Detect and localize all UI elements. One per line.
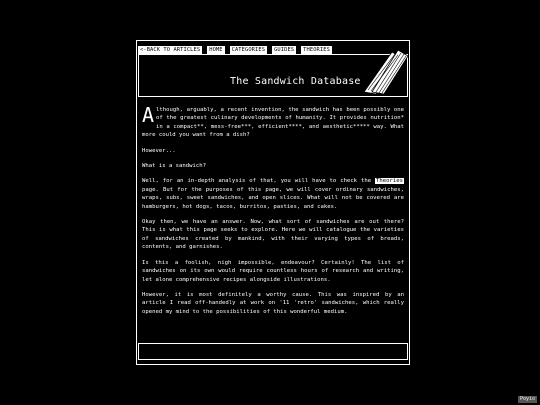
- site-title: The Sandwich Database: [230, 76, 361, 87]
- paragraph-definition: Well, for an in-depth analysis of that, you will have to check the Theories page. But for the purposes of this page, we will cover ordinary sandwiches, wraps, subs, sweet sandwiches, and open slices. What will not be covered are hamburgers, hot dogs, tacos, burritos, pasties, and cakes.: [142, 178, 404, 210]
- back-to-articles-link[interactable]: <-BACK TO ARTICLES: [140, 46, 201, 53]
- paragraph-however: However...: [142, 147, 176, 154]
- paragraph-question: What is a sandwich?: [142, 163, 206, 170]
- corner-badge: Poyio: [519, 396, 535, 402]
- nav-guides-link[interactable]: GUIDES: [274, 46, 295, 53]
- footer-box: [138, 343, 408, 360]
- nav-categories-link[interactable]: CATEGORIES: [231, 46, 266, 53]
- paragraph-purpose: Okay then, we have an answer. Now, what sort of sandwiches are out there? This is what this page seeks to explore. Here we will catalogue the varieties of sandwiches created by mankind, with their varying types of breads, contents, and garnishes.: [142, 219, 404, 251]
- theories-inline-link[interactable]: Theories: [376, 178, 403, 185]
- drop-cap: A: [142, 103, 155, 127]
- top-nav: [138, 45, 332, 54]
- nav-theories-link[interactable]: THEORIES: [303, 46, 330, 53]
- paragraph-endeavour: Is this a foolish, nigh impossible, endeavour? Certainly! The list of sandwiches on its own would require countless hours of research and writing, let alone comprehensive recipes alongside illustrations.: [142, 259, 404, 283]
- article-content: [142, 103, 404, 323]
- sandwich-logo-icon: [362, 48, 410, 94]
- nav-home-link[interactable]: HOME: [209, 46, 223, 53]
- paragraph-inspiration: However, it is most definitely a worthy cause. This was inspired by an article I read off-handedly at work on '11 'retro' sandwiches, which really opened my mind to the possibilities of this wonderful medium.: [142, 291, 404, 315]
- intro-paragraph: Although, arguably, a recent invention, the sandwich has been possibly one of the greatest culinary developments of humanity. It provides nutrition* in a compact**, mess-free***, efficient****, and aesthetic***** way. What more could you want from a dish?: [142, 103, 404, 139]
